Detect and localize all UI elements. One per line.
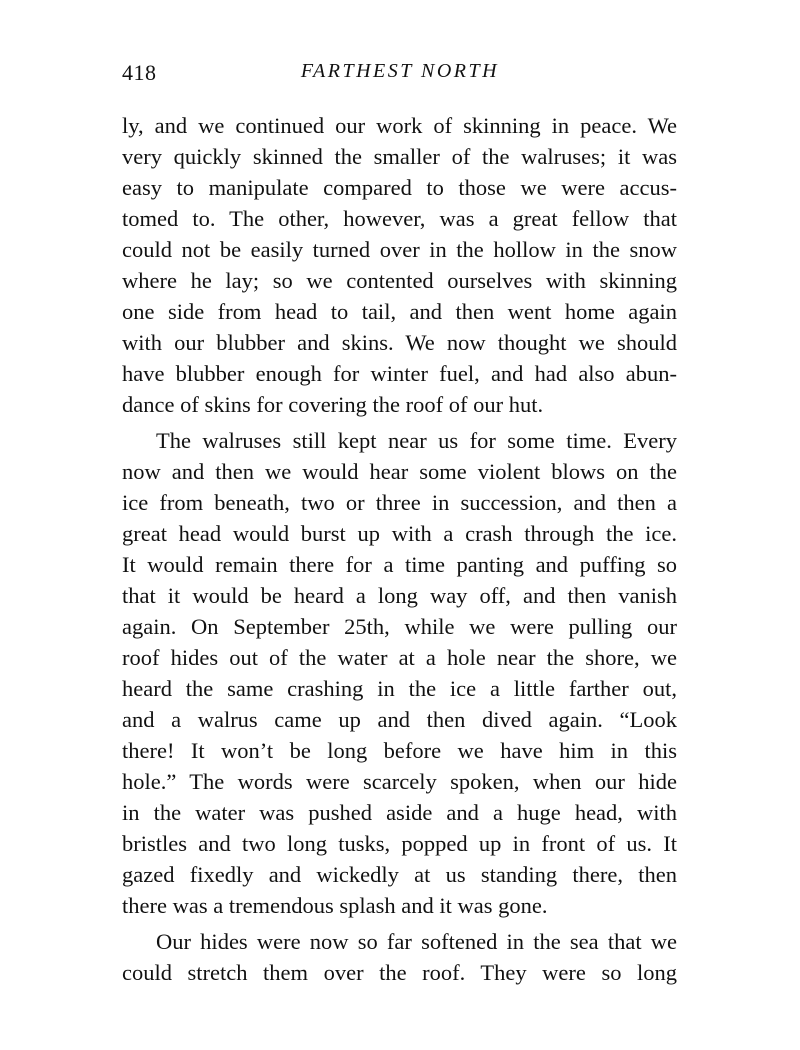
text-line: one side from head to tail, and then went home again [122, 299, 677, 324]
text-line: ly, and we continued our work of skinning in peace. We [122, 113, 677, 138]
text-line: It would remain there for a time panting and puffing so [122, 552, 677, 577]
text-line: Our hides were now so far softened in the sea that we [156, 929, 677, 954]
text-line: have blubber enough for winter fuel, and had also abun- [122, 361, 677, 386]
text-line: and a walrus came up and then dived again. “Look [122, 707, 677, 732]
text-line: with our blubber and skins. We now thought we should [122, 330, 677, 355]
text-line: easy to manipulate compared to those we were accus- [122, 175, 677, 200]
paragraph [122, 425, 677, 921]
text-line: gazed fixedly and wickedly at us standing there, then [122, 862, 677, 887]
paragraph [122, 926, 677, 988]
text-line: could stretch them over the roof. They were so long [122, 960, 677, 985]
text-line: that it would be heard a long way off, and then vanish [122, 583, 677, 608]
text-line: could not be easily turned over in the hollow in the snow [122, 237, 677, 262]
page-number: 418 [122, 60, 157, 85]
text-line: very quickly skinned the smaller of the walruses; it was [122, 144, 677, 169]
text-line: heard the same crashing in the ice a little farther out, [122, 676, 677, 701]
text-line: The walruses still kept near us for some time. Every [156, 428, 677, 453]
text-line: great head would burst up with a crash through the ice. [122, 521, 677, 546]
text-line: ice from beneath, two or three in succession, and then a [122, 490, 677, 515]
text-line: tomed to. The other, however, was a great fellow that [122, 206, 677, 231]
text-line: there was a tremendous splash and it was gone. [122, 893, 548, 918]
body-text [122, 110, 677, 988]
text-line: hole.” The words were scarcely spoken, when our hide [122, 769, 677, 794]
text-line: there! It won’t be long before we have him in this [122, 738, 677, 763]
text-line: bristles and two long tusks, popped up in front of us. It [122, 831, 677, 856]
text-line: now and then we would hear some violent blows on the [122, 459, 677, 484]
text-line: where he lay; so we contented ourselves with skinning [122, 268, 677, 293]
text-line: in the water was pushed aside and a huge head, with [122, 800, 677, 825]
text-line: again. On September 25th, while we were pulling our [122, 614, 677, 639]
running-head-title: FARTHEST NORTH [300, 60, 500, 82]
text-line: dance of skins for covering the roof of our hut. [122, 392, 544, 417]
paragraph [122, 110, 677, 420]
text-line: roof hides out of the water at a hole near the shore, we [122, 645, 677, 670]
